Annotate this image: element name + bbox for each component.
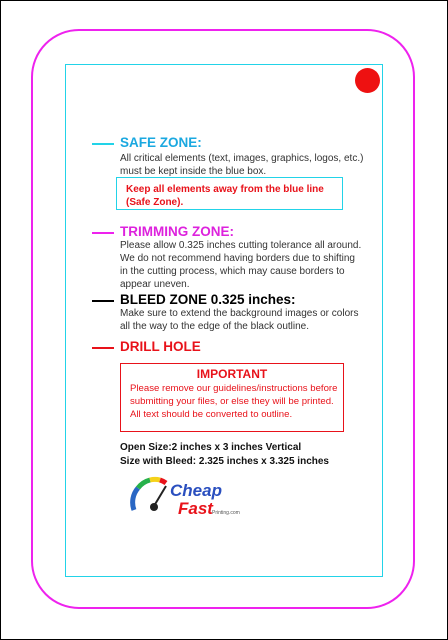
bleed-zone-heading: BLEED ZONE 0.325 inches: xyxy=(120,292,296,307)
trimming-zone-line: in the cutting process, which may cause borders to xyxy=(120,266,345,277)
trimming-zone-description xyxy=(120,239,390,291)
logo-word-fast: Fast xyxy=(178,499,213,518)
important-line: All text should be converted to outline. xyxy=(130,409,293,420)
bleed-zone-description xyxy=(120,307,390,333)
bleed-size-text: Size with Bleed: 2.325 inches x 3.325 inches xyxy=(120,456,329,467)
trimming-zone-dash xyxy=(92,232,114,234)
bleed-zone-line: Make sure to extend the background images or colors xyxy=(120,308,359,319)
important-title: IMPORTANT xyxy=(196,367,268,381)
trimming-zone-line: Please allow 0.325 inches cutting tolerance all around. xyxy=(120,240,362,251)
cheapfast-logo xyxy=(126,474,256,522)
safe-zone-line: All critical elements (text, images, graphics, logos, etc.) xyxy=(120,153,364,164)
logo-word-cheap: Cheap xyxy=(170,481,222,500)
safe-zone-note-line: Keep all elements away from the blue line xyxy=(126,184,324,195)
safe-zone-note xyxy=(116,177,343,210)
safe-zone-note-line: (Safe Zone). xyxy=(126,197,184,208)
safe-zone-dash xyxy=(92,143,114,145)
trimming-zone-heading: TRIMMING ZONE: xyxy=(120,224,234,239)
important-line: submitting your files, or else they will be printed. xyxy=(130,396,334,407)
bleed-zone-line: all the way to the edge of the black outline. xyxy=(120,321,310,332)
logo-suffix: Printing.com xyxy=(212,510,240,516)
bleed-zone-dash xyxy=(92,300,114,302)
safe-zone-description xyxy=(120,152,390,178)
drill-hole-marker xyxy=(355,68,380,93)
trimming-zone-line: appear uneven. xyxy=(120,279,190,290)
open-size-text: Open Size:2 inches x 3 inches Vertical xyxy=(120,442,302,453)
drill-hole-dash xyxy=(92,347,114,349)
drill-hole-heading: DRILL HOLE xyxy=(120,339,201,354)
trimming-zone-line: We do not recommend having borders due to shifting xyxy=(120,253,355,264)
safe-zone-line: must be kept inside the blue box. xyxy=(120,166,267,177)
important-notice xyxy=(120,363,344,432)
important-line: Please remove our guidelines/instructions before xyxy=(130,383,338,394)
safe-zone-heading: SAFE ZONE: xyxy=(120,135,202,150)
